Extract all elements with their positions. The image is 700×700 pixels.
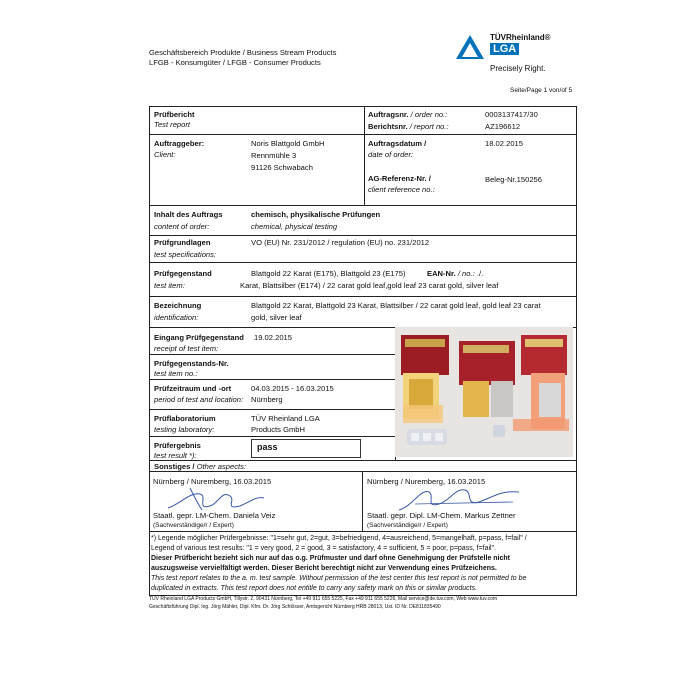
- period-value: 04.03.2015 - 16.03.2015: [251, 384, 334, 393]
- ean-row: EAN-Nr. / no.: ./.: [427, 269, 484, 278]
- header-line-2: LFGB - Konsumgüter / LFGB - Consumer Products: [149, 58, 321, 67]
- header-line-1: Geschäftsbereich Produkte / Business Stream Products: [149, 48, 337, 57]
- client-label-en: Client:: [154, 150, 176, 159]
- client-city: 91126 Schwabach: [251, 163, 313, 172]
- content-value: chemisch, physikalische Prüfungen: [251, 210, 381, 219]
- right-signature-role: (Sachverständige/r / Expert): [367, 522, 448, 529]
- client-ref-label-en: client reference no.:: [368, 185, 435, 194]
- client-name: Noris Blattgold GmbH: [251, 139, 325, 148]
- client-ref-value: Beleg-Nr.150256: [485, 175, 542, 184]
- report-no-value: AZ196612: [485, 122, 521, 131]
- legend-de: *) Legende möglicher Prüfergebnisse: "1=sehr gut, 2=gut, 3=befriedigend, 4=ausreichend, 5=mangelhaft, p=pass, f=fail" /: [151, 535, 527, 542]
- order-no-value: 0003137417/30: [485, 110, 538, 119]
- location-value: Nürnberg: [251, 395, 283, 404]
- product-photo: [395, 327, 573, 457]
- identification-value-2: gold, silver leaf: [251, 313, 302, 322]
- spec-value: VO (EU) Nr. 231/2012 / regulation (EU) no. 231/2012: [251, 238, 430, 247]
- item-no-label-en: test item no.:: [154, 369, 198, 378]
- order-no-row: Auftragsnr. / order no.:: [368, 110, 448, 119]
- receipt-label-en: receipt of test item:: [154, 344, 219, 353]
- lab-value-1: TÜV Rheinland LGA: [251, 414, 320, 423]
- spec-label-en: test specifications:: [154, 250, 217, 259]
- left-signature-place: Nürnberg / Nuremberg, 16.03.2015: [153, 477, 272, 486]
- period-label-en: period of test and location:: [154, 395, 244, 404]
- legend-en: Legend of various test results: "1 = very good, 2 = good, 3 = satisfactory, 4 = sufficient, 5 = poor, p=pass, f=fail".: [151, 545, 496, 552]
- company-footer-1: TÜV Rheinland LGA Products GmbH, Tillystr. 2, 90431 Nürnberg, Tel +49 911 655 5225, Fax +49 911 655 5226, Mail service@de.tuv.com, Web www.tuv.com: [149, 596, 498, 602]
- result-value: pass: [257, 442, 278, 452]
- order-date-value: 18.02.2015: [485, 139, 524, 148]
- item-no-label: Prüfgegenstands-Nr.: [154, 359, 229, 368]
- identification-value-1: Blattgold 22 Karat, Blattgold 23 Karat, Blattsilber / 22 carat gold leaf, gold leaf 23 carat: [251, 301, 541, 310]
- test-item-label-en: test item:: [154, 281, 185, 290]
- content-label-en: content of order:: [154, 222, 210, 231]
- company-footer-2: Geschäftsführung Dipl. Ing. Jörg Mähler, Dipl. Kfm. Dr. Jörg Schlösser, Amtsgericht Nürnberg HRB 28013, Ust. ID Nr. DE811835490: [149, 604, 441, 610]
- right-signature-name: Staatl. gepr. Dipl. LM-Chem. Markus Zettner: [367, 511, 516, 520]
- receipt-value: 19.02.2015: [254, 333, 293, 342]
- client-ref-label: AG-Referenz-Nr. /: [368, 174, 431, 183]
- lab-label-en: testing laboratory:: [154, 425, 215, 434]
- page-number: Seite/Page 1 von/of 5: [510, 87, 573, 94]
- test-item-value-2: Karat, Blattsilber (E174) / 22 carat gold leaf,gold leaf 23 carat gold, silver leaf: [240, 281, 499, 290]
- disclaimer-de-1: Dieser Prüfbericht bezieht sich nur auf das o.g. Prüfmuster und darf ohne Genehmigung der Prüfstelle nicht: [151, 555, 510, 562]
- order-date-label: Auftragsdatum /: [368, 139, 427, 148]
- brand-tagline: Precisely Right.: [490, 64, 546, 73]
- disclaimer-de-2: auszugsweise vervielfältigt werden. Dieser Bericht berechtigt nicht zur Verwendung eines Prüfzeichens.: [151, 565, 497, 572]
- spec-label: Prüfgrundlagen: [154, 238, 211, 247]
- brand-lga: LGA: [490, 43, 519, 55]
- test-item-value-1: Blattgold 22 Karat (E175), Blattgold 23 (E175): [251, 269, 406, 278]
- result-label: Prüfergebnis: [154, 441, 201, 450]
- identification-label: Bezeichnung: [154, 301, 202, 310]
- disclaimer-en-2: duplicated in extracts. This test report does not entitle to carry any safety mark on this or similar products.: [151, 585, 478, 592]
- order-date-label-en: date of order:: [368, 150, 414, 159]
- tuv-logo-icon: [455, 34, 485, 60]
- result-label-en: test result *):: [154, 451, 197, 460]
- brand-name: TÜVRheinland®: [490, 33, 551, 42]
- left-signature-role: (Sachverständige/r / Expert): [153, 522, 234, 529]
- pruefbericht-label: Prüfbericht: [154, 110, 195, 119]
- client-label: Auftraggeber:: [154, 139, 205, 148]
- right-signature-place: Nürnberg / Nuremberg, 16.03.2015: [367, 477, 486, 486]
- content-value-en: chemical, physical testing: [251, 222, 338, 231]
- test-item-label: Prüfgegenstand: [154, 269, 212, 278]
- left-signature-name: Staatl. gepr. LM-Chem. Daniela Veiz: [153, 511, 276, 520]
- client-street: Rennmühle 3: [251, 151, 297, 160]
- lab-label: Prüflaboratorium: [154, 414, 216, 423]
- other-aspects: Sonstiges / Other aspects:: [154, 462, 247, 471]
- pruefbericht-label-en: Test report: [154, 120, 191, 129]
- content-label: Inhalt des Auftrags: [154, 210, 223, 219]
- lab-value-2: Products GmbH: [251, 425, 306, 434]
- report-no-row: Berichtsnr. / report no.:: [368, 122, 449, 131]
- identification-label-en: identification:: [154, 313, 199, 322]
- disclaimer-en-1: This test report relates to the a. m. test sample. Without permission of the test center this test report is not permitted to be: [151, 575, 527, 582]
- receipt-label: Eingang Prüfgegenstand: [154, 333, 244, 342]
- period-label: Prüfzeitraum und -ort: [154, 384, 232, 393]
